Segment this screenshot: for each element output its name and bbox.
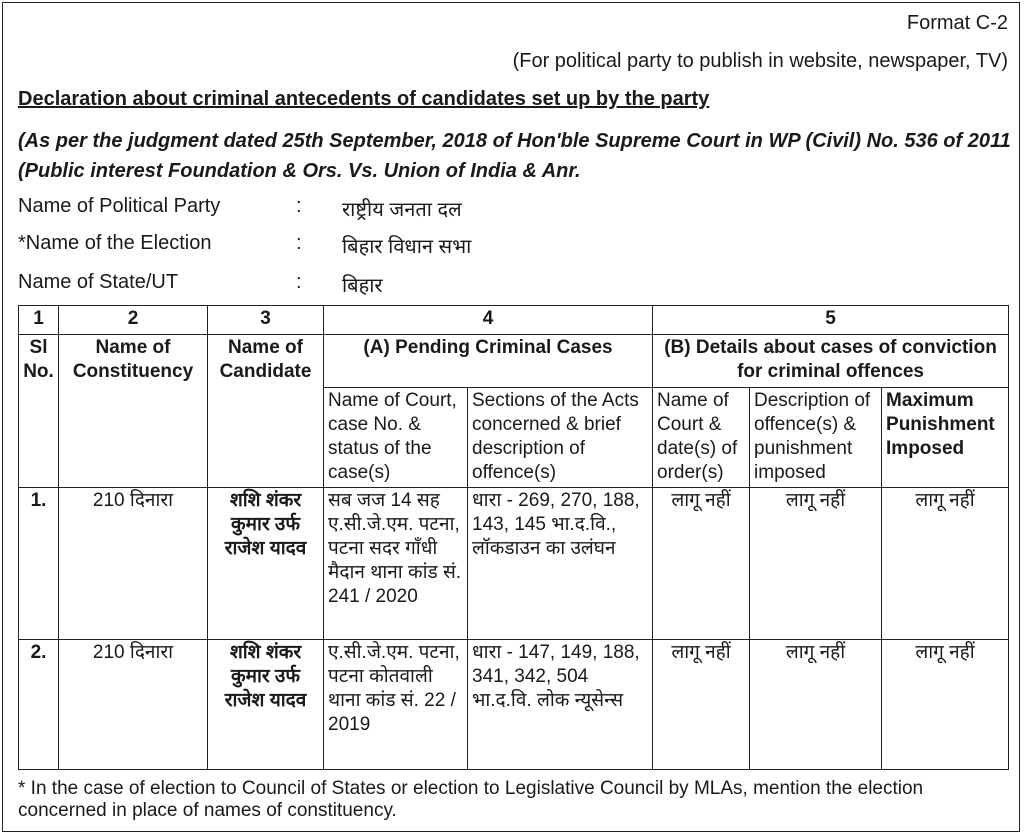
criminal-antecedents-table (18, 305, 1009, 770)
subheader-row: Name of Court, case No. & status of the case(s) Sections of the Acts concerned & brief description of offence(s) Name of Court & date(s) of order(s) Description of offence(s) & punishment imposed Maximum Punishment Imposed (19, 388, 1009, 488)
footnote: * In the case of election to Council of States or election to Legislative Council by MLAs, mention the election concerned in place of names of constituency. (18, 778, 924, 821)
judgment-reference: (As per the judgment dated 25th September, 2018 of Hon'ble Supreme Court in WP (Civil) No. 536 of 2011 (Public interest Foundation & Ors. Vs. Union of India & Anr. (18, 130, 1011, 182)
header-constituency: Name of Constituency (59, 335, 208, 488)
header-row (19, 335, 1009, 388)
header-pending: (A) Pending Criminal Cases (324, 335, 653, 388)
subtitle: (For political party to publish in website, newspaper, TV) (512, 50, 1008, 72)
header-sl: Sl No. (19, 335, 59, 488)
column-number-row: 1 2 3 4 5 (19, 306, 1009, 335)
header-conviction: (B) Details about cases of conviction for criminal offences (653, 335, 1009, 388)
declaration-title: Declaration about criminal antecedents of candidates set up by the party (18, 88, 710, 110)
table-row: 1. 210 दिनारा शशि शंकर कुमार उर्फ राजेश यादव सब जज 14 सह ए.सी.जे.एम. पटना, पटना सदर गाँधी मैदान थाना कांड सं. 241 / 2020 धारा - 269, 270, 188, 143, 145 भा.द.वि., लॉकडाउन का उलंघन लागू नहीं लागू नहीं लागू नहीं (19, 488, 1009, 640)
format-label: Format C-2 (906, 12, 1008, 34)
header-candidate: Name of Candidate (208, 335, 324, 488)
table-row: 2. 210 दिनारा शशि शंकर कुमार उर्फ राजेश यादव ए.सी.जे.एम. पटना, पटना कोतवाली थाना कांड सं. 22 / 2019 धारा - 147, 149, 188, 341, 342, 504 भा.द.वि. लोक न्यूसेन्स लागू नहीं लागू नहीं लागू नहीं (19, 640, 1009, 770)
